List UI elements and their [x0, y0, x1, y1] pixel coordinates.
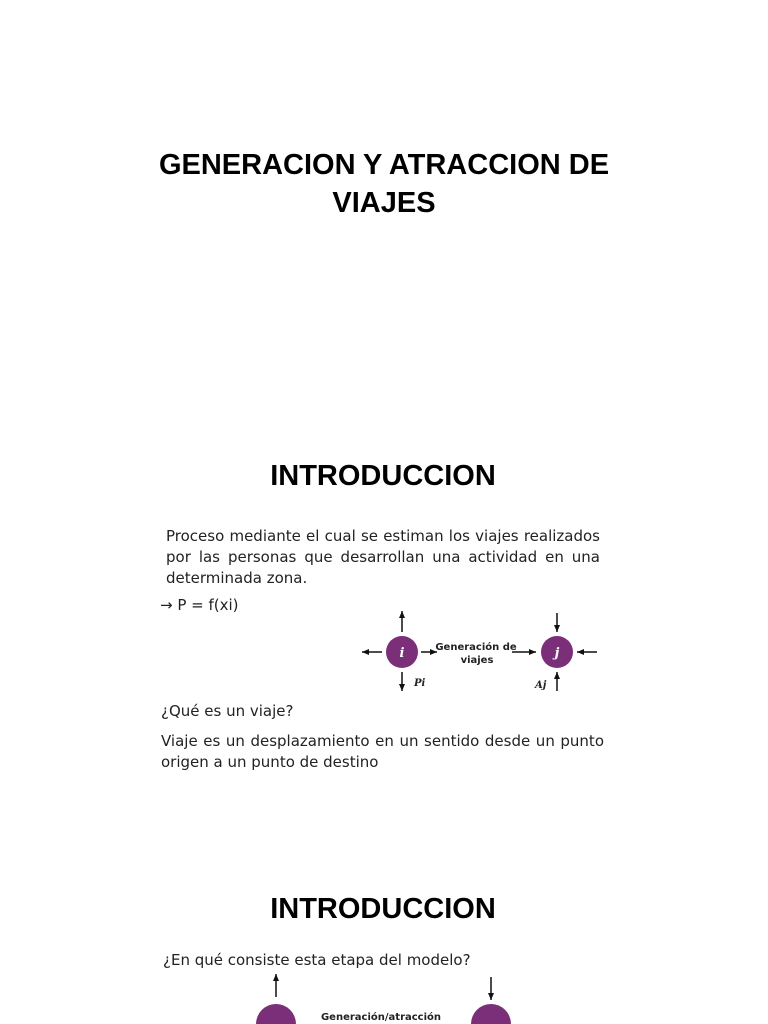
- title-line-1: GENERACION Y ATRACCION DE: [158, 149, 610, 181]
- answer-paragraph: Viaje es un desplazamiento en un sentido desde un punto origen a un punto de destino: [161, 732, 604, 771]
- destination-node-label: j: [554, 646, 560, 661]
- question-stage: ¿En qué consiste esta etapa del modelo?: [163, 951, 471, 969]
- origin-node: [386, 636, 418, 668]
- intro-paragraph: Proceso mediante el cual se estiman los viajes realizados por las personas que desarrollan una actividad en una determinada zona.: [166, 527, 600, 587]
- origin-node-label: i: [399, 646, 405, 661]
- origin-node-2: [256, 1004, 296, 1024]
- destination-node: [541, 636, 573, 668]
- section-heading-intro-2: INTRODUCCION: [270, 893, 496, 925]
- attraction-label: Aj: [535, 680, 547, 691]
- title-line-2: VIAJES: [332, 187, 436, 219]
- diagram-label-2: Generación/atracción: [320, 1012, 442, 1023]
- diagram-arrow-label-line-2: viajes: [460, 655, 494, 666]
- question-what-is-a-trip: ¿Qué es un viaje?: [161, 702, 294, 720]
- section-heading-intro-1: INTRODUCCION: [270, 460, 496, 492]
- production-label: Pi: [414, 678, 426, 689]
- formula-text: → P = f(xi): [160, 596, 239, 614]
- destination-node-2: [471, 1004, 511, 1024]
- diagram-arrow-label-line-1: Generación de: [435, 642, 517, 653]
